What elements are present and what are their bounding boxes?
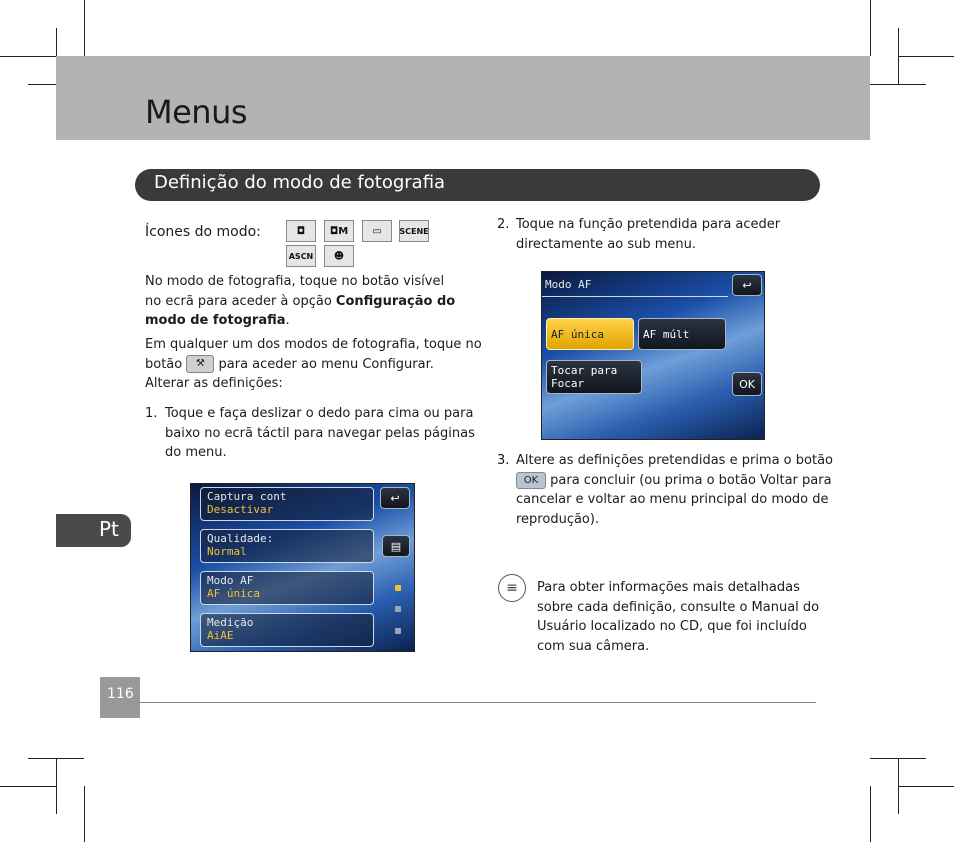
step-1 bbox=[165, 404, 475, 463]
step-3-cont bbox=[516, 490, 829, 529]
crop-mark bbox=[870, 758, 926, 759]
page-indicator bbox=[395, 606, 401, 612]
crop-mark bbox=[870, 0, 871, 56]
option-af-multi[interactable]: AF múlt bbox=[638, 318, 726, 350]
para2-post: para aceder ao menu Configurar. bbox=[218, 356, 434, 372]
crop-mark bbox=[84, 786, 85, 842]
para1-end: . bbox=[285, 313, 290, 328]
crop-mark bbox=[0, 56, 56, 57]
step-3-line: para concluir (ou prima o botão Voltar para bbox=[550, 472, 832, 488]
para1-line1: No modo de fotografia, toque no botão visível bbox=[145, 274, 445, 289]
back-button[interactable] bbox=[380, 487, 410, 509]
title-divider bbox=[542, 296, 728, 297]
menu-item-continuous-capture[interactable] bbox=[200, 487, 374, 521]
footer-rule bbox=[140, 702, 816, 703]
step-3-number: 3. bbox=[497, 453, 510, 468]
note-line: Para obter informações mais detalhadas bbox=[537, 580, 800, 595]
crop-mark bbox=[84, 0, 85, 56]
step-2-line: directamente ao sub menu. bbox=[516, 236, 696, 252]
crop-mark bbox=[870, 786, 871, 842]
step-1-number: 1. bbox=[145, 406, 158, 421]
step-3-line: reprodução). bbox=[516, 511, 600, 527]
option-label: Tocar para bbox=[551, 364, 618, 377]
auto-scene-icon: ASCN bbox=[286, 245, 316, 267]
folder-icon: ▤ bbox=[390, 539, 402, 553]
note-line: com sua câmera. bbox=[537, 638, 650, 654]
crop-mark bbox=[28, 758, 84, 759]
paragraph-1 bbox=[145, 272, 455, 331]
section-title: Definição do modo de fotografia bbox=[154, 172, 446, 193]
crop-mark bbox=[898, 56, 954, 57]
icons-label: Ícones do modo: bbox=[145, 224, 261, 240]
step-1-line: baixo no ecrã táctil para navegar pelas páginas bbox=[165, 425, 475, 441]
menu-item-label: Captura cont bbox=[207, 490, 287, 503]
camera-icon: ◘ bbox=[286, 220, 316, 242]
menu-item-value: Normal bbox=[207, 545, 247, 558]
back-button[interactable] bbox=[732, 274, 762, 296]
settings-tools-icon: ⚒ bbox=[186, 355, 214, 373]
paragraph-2 bbox=[145, 335, 482, 394]
crop-mark bbox=[56, 758, 57, 814]
face-icon: ☻ bbox=[324, 245, 354, 267]
ok-icon: OK bbox=[516, 472, 546, 489]
option-touch-to-focus[interactable] bbox=[546, 360, 642, 394]
submenu-title: Modo AF bbox=[545, 278, 592, 291]
crop-mark bbox=[898, 786, 954, 787]
step-3 bbox=[516, 451, 833, 490]
ok-button[interactable]: OK bbox=[732, 372, 762, 396]
menu-item-value: AiAE bbox=[207, 629, 234, 642]
panorama-icon: ▭ bbox=[362, 220, 392, 242]
menu-item-value: AF única bbox=[207, 587, 260, 600]
page-indicator-active bbox=[395, 585, 401, 591]
step-1-line: do menu. bbox=[165, 445, 227, 460]
note-icon: ≡ bbox=[498, 574, 526, 602]
para2-line3: Alterar as definições: bbox=[145, 376, 283, 391]
note-line: sobre cada definição, consulte o Manual do bbox=[537, 599, 820, 615]
page-indicator bbox=[395, 628, 401, 634]
crop-mark bbox=[870, 84, 926, 85]
back-icon: ↩ bbox=[742, 278, 752, 292]
option-af-single[interactable]: AF única bbox=[546, 318, 634, 350]
crop-mark bbox=[0, 786, 56, 787]
step-2-number: 2. bbox=[497, 217, 510, 232]
page-title: Menus bbox=[145, 93, 248, 131]
option-label: Focar bbox=[551, 377, 585, 390]
step-3-line: cancelar e voltar ao menu principal do modo de bbox=[516, 492, 829, 507]
language-tab bbox=[56, 514, 131, 547]
para1-bold2: modo de fotografia bbox=[145, 313, 286, 328]
para1-bold: Configuração do bbox=[335, 293, 456, 309]
af-mode-screenshot bbox=[541, 271, 765, 440]
camera-menu-screenshot bbox=[190, 483, 415, 652]
para2-pre: botão bbox=[145, 356, 183, 372]
menu-item-af-mode[interactable] bbox=[200, 571, 374, 605]
para2-line1: Em qualquer um dos modos de fotografia, toque no bbox=[145, 337, 482, 352]
menu-item-value: Desactivar bbox=[207, 503, 274, 516]
step-2 bbox=[516, 215, 780, 254]
page-number: 116 bbox=[107, 686, 134, 702]
menu-item-label: Medição bbox=[207, 616, 254, 629]
language-label: Pt bbox=[99, 517, 119, 541]
menu-item-label: Modo AF bbox=[207, 574, 254, 587]
step-2-line: Toque na função pretendida para aceder bbox=[516, 217, 781, 232]
menu-item-metering[interactable] bbox=[200, 613, 374, 647]
folder-button[interactable] bbox=[382, 535, 410, 557]
menu-item-label: Qualidade: bbox=[207, 532, 274, 545]
step-3-line: Altere as definições pretendidas e prima o botão bbox=[516, 453, 833, 468]
note-line: Usuário localizado no CD, que foi incluído bbox=[537, 619, 807, 634]
note-text bbox=[537, 578, 819, 656]
scene-icon: SCENE bbox=[399, 220, 429, 242]
step-1-line: Toque e faça deslizar o dedo para cima ou para bbox=[165, 406, 474, 421]
para1-line2: no ecrã para aceder à opção bbox=[145, 293, 336, 309]
manual-mode-icon: ◘M bbox=[324, 220, 354, 242]
back-icon: ↩ bbox=[390, 491, 400, 505]
menu-item-quality[interactable] bbox=[200, 529, 374, 563]
